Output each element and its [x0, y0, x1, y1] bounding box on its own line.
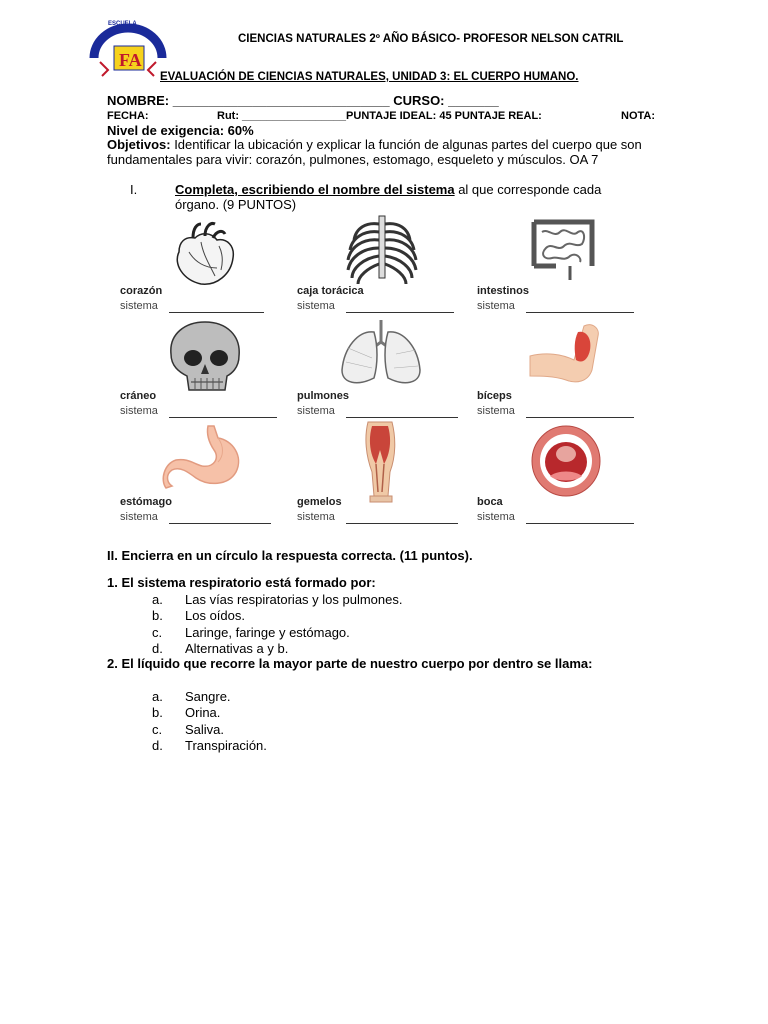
system-label: sistema — [297, 300, 335, 312]
q1-option-a[interactable]: Las vías respiratorias y los pulmones. — [185, 592, 403, 607]
answer-line-skull[interactable] — [169, 417, 277, 418]
system-label: sistema — [120, 300, 158, 312]
ribcage-icon — [342, 214, 422, 290]
date-rut-score-line — [107, 110, 667, 123]
answer-line-heart[interactable] — [169, 312, 264, 313]
grade-label[interactable]: NOTA: — [621, 110, 656, 122]
organ-label-calves: gemelos — [297, 496, 342, 508]
option-letter: c. — [152, 722, 163, 737]
option-letter: b. — [152, 705, 163, 720]
system-label: sistema — [477, 405, 515, 417]
intestines-icon — [526, 214, 602, 284]
system-label: sistema — [477, 511, 515, 523]
option-letter: b. — [152, 608, 163, 623]
mouth-icon — [530, 424, 602, 498]
heart-icon — [165, 218, 245, 288]
answer-line-lungs[interactable] — [346, 417, 458, 418]
organ-label-ribcage: caja torácica — [297, 285, 364, 297]
answer-line-mouth[interactable] — [526, 523, 634, 524]
section-1-instruction — [175, 182, 645, 212]
answer-line-calves[interactable] — [346, 523, 458, 524]
school-logo — [86, 18, 170, 80]
organ-label-heart: corazón — [120, 285, 163, 297]
header-title: CIENCIAS NATURALES 2º AÑO BÁSICO- PROFESOR NELSON CATRIL — [238, 33, 624, 45]
organ-label-biceps: bíceps — [477, 390, 512, 402]
organ-label-intestines: intestinos — [477, 285, 529, 297]
evaluation-title: EVALUACIÓN DE CIENCIAS NATURALES, UNIDAD 3: EL CUERPO HUMANO. — [160, 71, 579, 83]
organ-label-lungs: pulmones — [297, 390, 349, 402]
option-letter: d. — [152, 641, 163, 656]
option-letter: a. — [152, 592, 163, 607]
q1-option-c[interactable]: Laringe, faringe y estómago. — [185, 625, 350, 640]
objectives-label: Objetivos: — [107, 137, 171, 152]
requirement-level: Nivel de exigencia: 60% — [107, 123, 254, 138]
q1-option-b[interactable]: Los oídos. — [185, 608, 245, 623]
q2-option-a[interactable]: Sangre. — [185, 689, 231, 704]
svg-text:FA: FA — [119, 50, 142, 70]
q2-option-c[interactable]: Saliva. — [185, 722, 225, 737]
question-2: 2. El líquido que recorre la mayor parte de nuestro cuerpo por dentro se llama: — [107, 656, 593, 671]
answer-line-intestines[interactable] — [526, 312, 634, 313]
system-label: sistema — [297, 405, 335, 417]
option-letter: c. — [152, 625, 163, 640]
section-1-number: I. — [130, 182, 138, 197]
section-1-instruction-rest: al que corresponde cada órgano. (9 PUNTOS) — [175, 182, 602, 212]
organ-label-skull: cráneo — [120, 390, 157, 402]
option-letter: a. — [152, 689, 163, 704]
organ-label-mouth: boca — [477, 496, 503, 508]
rut-score-label[interactable]: Rut: _________________PUNTAJE IDEAL: 45 PUNTAJE REAL: — [217, 110, 542, 122]
biceps-icon — [526, 320, 602, 386]
organ-label-stomach: estómago — [120, 496, 172, 508]
objectives-text: Identificar la ubicación y explicar la función de algunas partes del cuerpo que son fundamentales para vivir: corazón, pulmones, estomago, esqueleto y músculos. OA 7 — [107, 137, 642, 167]
section-2-title: II. Encierra en un círculo la respuesta correcta. (11 puntos). — [107, 548, 473, 563]
answer-line-ribcage[interactable] — [346, 312, 454, 313]
section-1-instruction-bold: Completa, escribiendo el nombre del sistema — [175, 182, 455, 197]
question-1: 1. El sistema respiratorio está formado por: — [107, 575, 376, 590]
objectives — [107, 137, 667, 167]
lungs-icon — [336, 318, 426, 390]
option-letter: d. — [152, 738, 163, 753]
system-label: sistema — [297, 511, 335, 523]
system-label: sistema — [477, 300, 515, 312]
answer-line-stomach[interactable] — [169, 523, 271, 524]
system-label: sistema — [120, 511, 158, 523]
q1-option-d[interactable]: Alternativas a y b. — [185, 641, 289, 656]
q2-option-d[interactable]: Transpiración. — [185, 738, 267, 753]
svg-text:ESCUELA: ESCUELA — [108, 21, 137, 27]
skull-icon — [165, 320, 245, 394]
date-label[interactable]: FECHA: — [107, 110, 149, 122]
name-course-line[interactable]: NOMBRE: ______________________________ CURSO: _______ — [107, 93, 499, 108]
answer-line-biceps[interactable] — [526, 417, 634, 418]
q2-option-b[interactable]: Orina. — [185, 705, 221, 720]
calves-icon — [362, 420, 398, 504]
stomach-icon — [162, 422, 248, 492]
system-label: sistema — [120, 405, 158, 417]
